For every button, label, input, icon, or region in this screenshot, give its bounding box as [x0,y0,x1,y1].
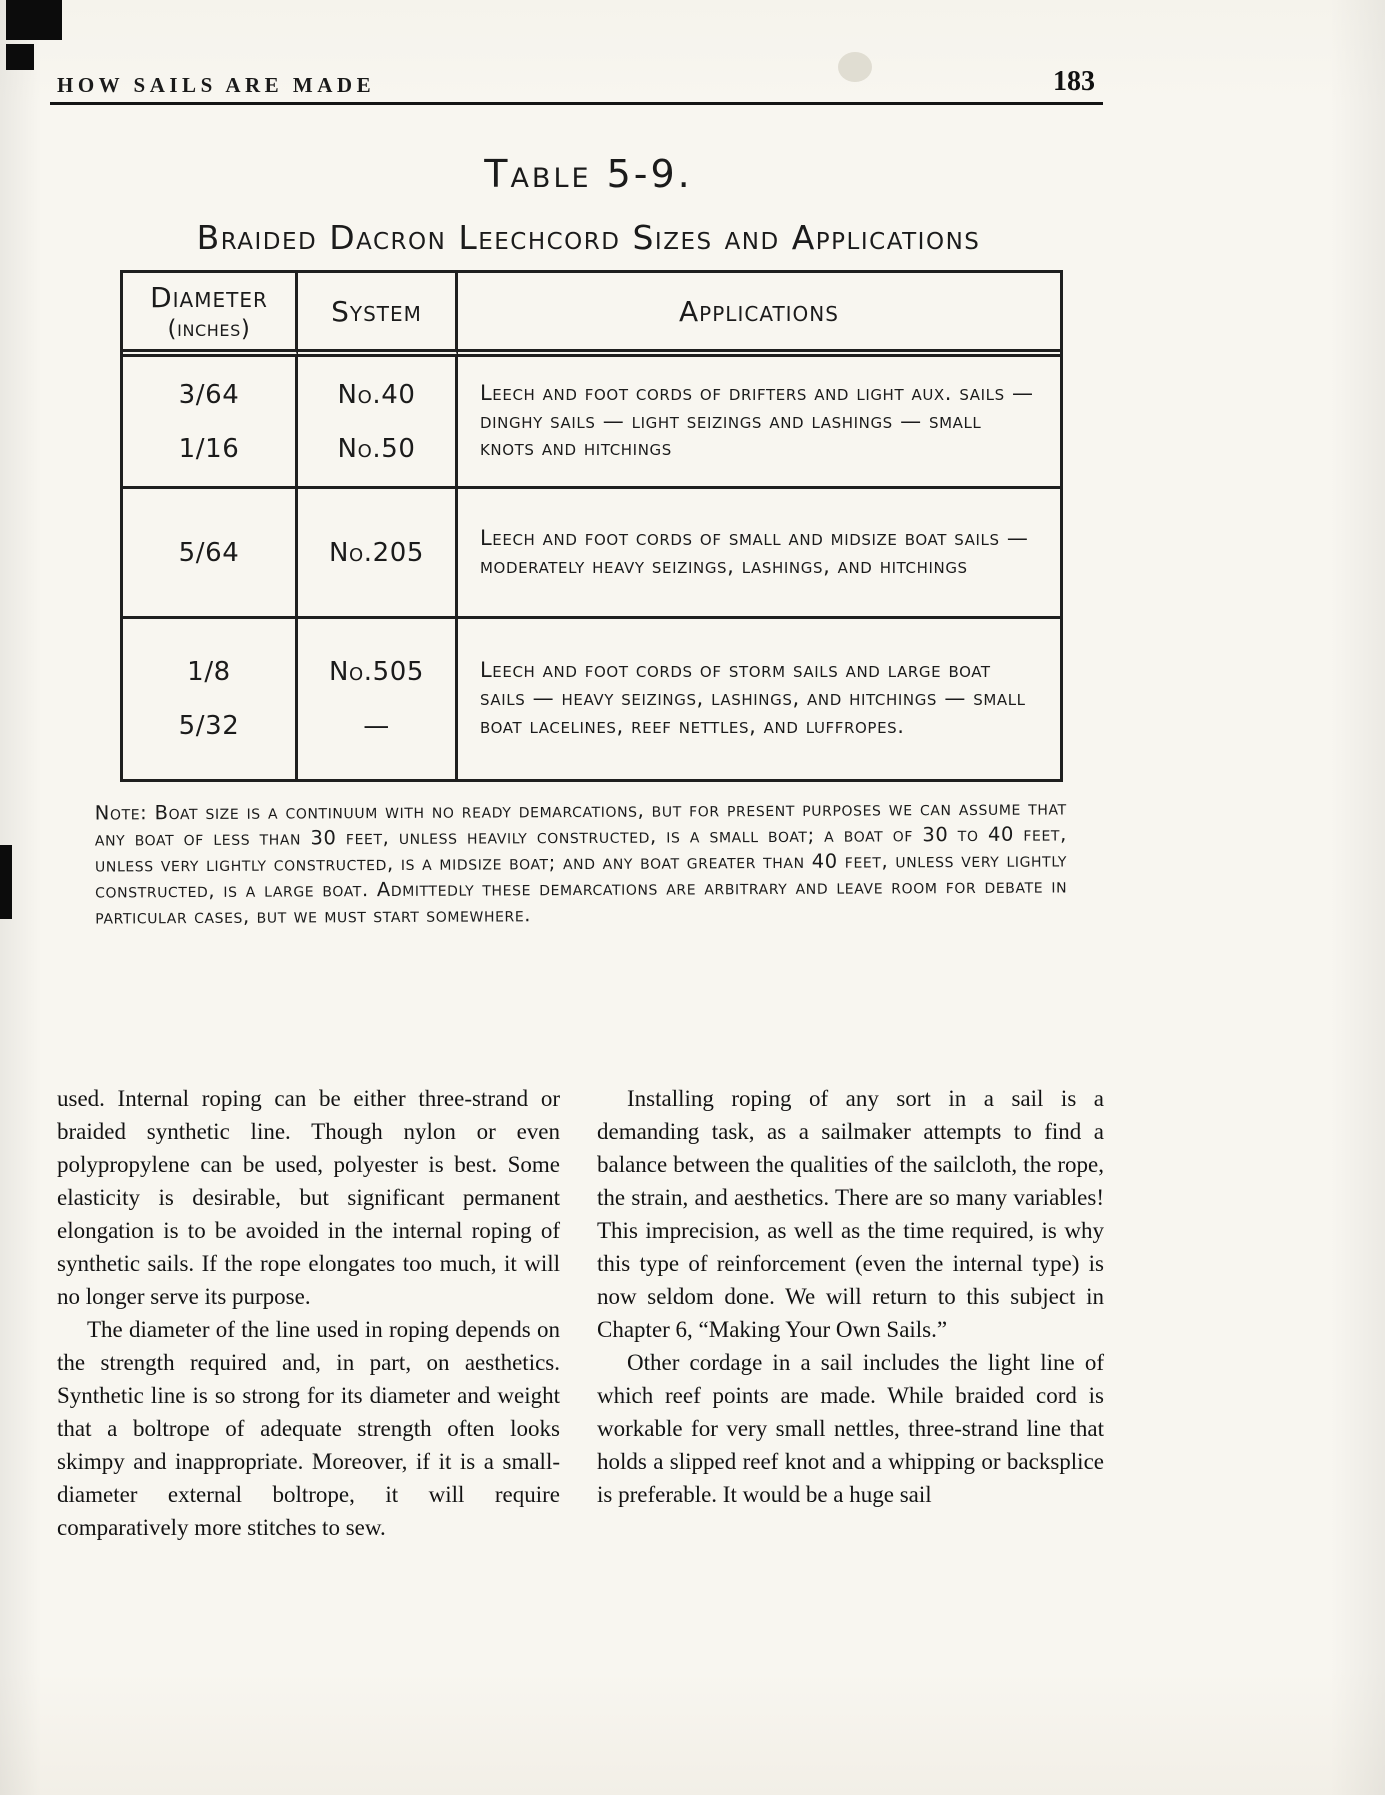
paragraph: used. Internal roping can be either three-strand or braided synthetic line. Though nylon or even polypropylene can be used, polyester is best. Some elasticity is desirable, but significant permanent elongation is to be avoided in the internal roping of synthetic sails. If the rope elongates too much, it will no longer serve its purpose. [57,1086,560,1309]
leechcord-table [120,270,1063,782]
system-cell [298,357,458,489]
scan-artifact-corner-small [6,44,34,70]
system-cell [298,619,458,779]
header-rule [50,102,1103,105]
system-value: No.505 [328,657,425,687]
system-value: No.205 [328,537,425,568]
applications-text: Leech and foot cords of small and midsize boat sails — moderately heavy seizings, lashings, and hitchings [480,525,1029,578]
column-header-applications [458,273,1060,357]
scan-artifact-left-edge [0,845,12,919]
system-value: No.40 [337,379,416,410]
table-subtitle: Braided Dacron Leechcord Sizes and Applications [196,218,981,257]
page-header-title: HOW SAILS ARE MADE [57,73,376,97]
diameter-value: 1/8 [187,657,231,687]
scan-artifact-corner [6,0,62,40]
applications-text: Leech and foot cords of drifters and light aux. sails — dinghy sails — light seizings and lashings — small knots and hitchings [480,380,1034,461]
column-header-applications-label: Applications [679,294,839,328]
system-value: No.50 [337,433,416,464]
system-cell [298,489,458,619]
applications-cell [458,357,1060,489]
paragraph: Other cordage in a sail includes the light line of which reef points are made. While braided cord is workable for very small nettles, three-strand line that holds a slipped reef knot and a whipping or backsplice is preferable. It would be a huge sail [597,1350,1104,1507]
column-header-system-label: System [331,294,422,328]
system-value: — [363,711,390,741]
applications-cell [458,489,1060,619]
body-column-left [57,1082,560,1544]
applications-text: Leech and foot cords of storm sails and large boat sails — heavy seizings, lashings, and hitchings — small boat lacelines, reef nettles, and luffropes. [480,658,1026,738]
body-column-right [597,1082,1104,1511]
paragraph: Installing roping of any sort in a sail is a demanding task, as a sailmaker attempts to find a balance between the qualities of the sailcloth, the rope, the strain, and aesthetics. There are so many variables! This imprecision, as well as the time required, is why this type of reinforcement (even the internal type) is now seldom done. We will return to this subject in Chapter 6, “Making Your Own Sails.” [597,1086,1104,1342]
column-header-diameter-label: Diameter [150,280,268,314]
diameter-cell [123,489,298,619]
column-header-diameter [123,273,298,357]
table-note: Note: Boat size is a continuum with no ready demarcations, but for present purposes we can assume that any boat of less than 30 feet, unless heavily constructed, is a small boat; a boat of 30 to 40 feet, unless very lightly constructed, is a midsize boat; and any boat greater than 40 feet, unless very lightly constructed, is a large boat. Admittedly these demarcations are arbitrary and leave room for debate in particular cases, but we must start somewhere. [94,796,1068,929]
diameter-value: 5/32 [178,711,240,741]
diameter-value: 3/64 [178,379,240,410]
table-title: Table 5-9. [484,152,693,196]
applications-cell [458,619,1060,779]
column-header-system [298,273,458,357]
column-header-diameter-sublabel: (inches) [167,315,251,342]
diameter-value: 1/16 [178,433,240,464]
diameter-cell [123,619,298,779]
page-header [57,66,1103,106]
page-number: 183 [1053,66,1095,97]
diameter-cell [123,357,298,489]
paragraph: The diameter of the line used in roping depends on the strength required and, in part, on aesthetics. Synthetic line is so strong for its diameter and weight that a boltrope of adequate strength often looks skimpy and inappropriate. Moreover, if it is a small-diameter external boltrope, it will require comparatively more stitches to sew. [57,1317,560,1540]
diameter-value: 5/64 [178,537,240,568]
